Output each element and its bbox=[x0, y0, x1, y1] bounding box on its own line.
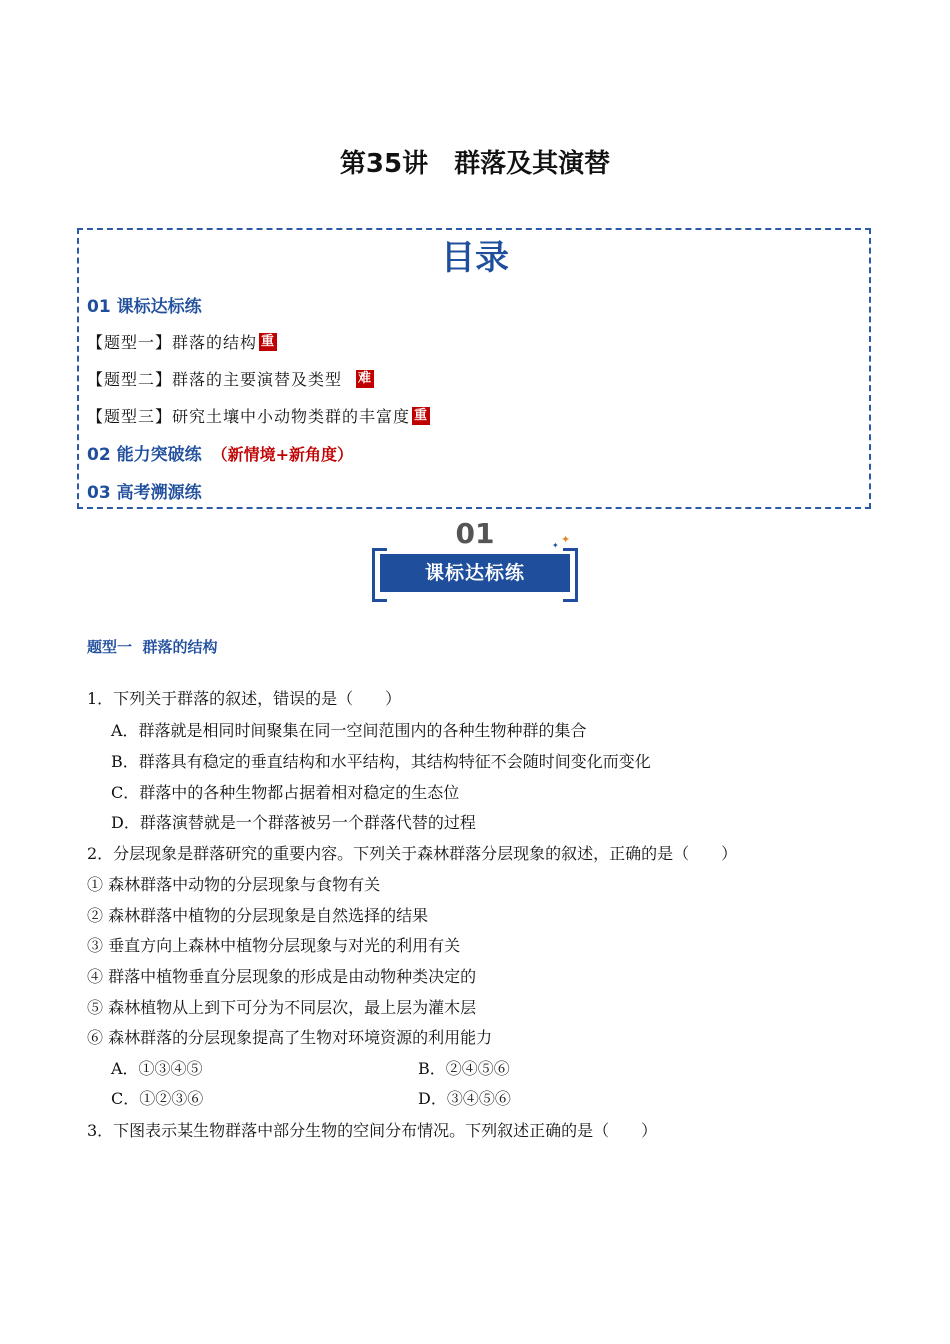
q1-option-d[interactable]: D．群落演替就是一个群落被另一个群落代替的过程 bbox=[111, 813, 476, 832]
page-title: 第35讲 群落及其演替 bbox=[339, 149, 611, 179]
toc-heading: 目录 bbox=[441, 238, 509, 278]
q2-statement-5: ⑤ 森林植物从上到下可分为不同层次，最上层为灌木层 bbox=[87, 998, 477, 1017]
badge-label: 课标达标练 bbox=[380, 554, 570, 592]
q2-option-a[interactable]: A．①③④⑤ bbox=[111, 1059, 203, 1078]
toc-section-2-note: （新情境+新角度） bbox=[211, 445, 353, 464]
q1-option-c[interactable]: C．群落中的各种生物都占据着相对稳定的生态位 bbox=[111, 783, 460, 802]
badge-number: 01 bbox=[455, 517, 495, 550]
toc-item-label: 【题型三】研究土壤中小动物类群的丰富度 bbox=[87, 407, 411, 426]
question-2-stem: 2．分层现象是群落研究的重要内容。下列关于森林群落分层现象的叙述，正确的是（ ） bbox=[87, 844, 738, 863]
key-tag: 重 bbox=[261, 333, 276, 349]
sparkle-icon: ✦ bbox=[552, 541, 559, 550]
toc-item-label: 【题型二】群落的主要演替及类型 bbox=[87, 370, 343, 389]
q2-statement-2: ② 森林群落中植物的分层现象是自然选择的结果 bbox=[87, 906, 429, 925]
toc-section-3[interactable]: 03 高考溯源练 bbox=[87, 483, 202, 503]
toc-item-2[interactable] bbox=[87, 367, 374, 390]
difficult-tag: 难 bbox=[358, 370, 373, 386]
section-badge bbox=[370, 515, 580, 597]
q1-option-b[interactable]: B．群落具有稳定的垂直结构和水平结构，其结构特征不会随时间变化而变化 bbox=[111, 752, 651, 771]
q2-statement-4: ④ 群落中植物垂直分层现象的形成是由动物种类决定的 bbox=[87, 967, 477, 986]
toc-section-2[interactable] bbox=[87, 440, 353, 465]
toc-item-1[interactable] bbox=[87, 330, 277, 353]
section-label: 题型一 群落的结构 bbox=[87, 638, 218, 656]
toc-section-2-label: 02 能力突破练 bbox=[87, 445, 202, 465]
toc-item-3[interactable] bbox=[87, 404, 430, 427]
q1-option-a[interactable]: A．群落就是相同时间聚集在同一空间范围内的各种生物种群的集合 bbox=[111, 721, 587, 740]
q2-option-d[interactable]: D．③④⑤⑥ bbox=[418, 1089, 511, 1108]
toc-section-1[interactable]: 01 课标达标练 bbox=[87, 297, 202, 317]
q2-option-c[interactable]: C．①②③⑥ bbox=[111, 1089, 204, 1108]
q2-option-b[interactable]: B．②④⑤⑥ bbox=[418, 1059, 510, 1078]
q2-statement-3: ③ 垂直方向上森林中植物分层现象与对光的利用有关 bbox=[87, 936, 461, 955]
sparkle-icon: ✦ bbox=[561, 533, 571, 546]
toc-item-label: 【题型一】群落的结构 bbox=[87, 333, 258, 352]
key-tag: 重 bbox=[414, 407, 429, 423]
q2-statement-1: ① 森林群落中动物的分层现象与食物有关 bbox=[87, 875, 381, 894]
q2-statement-6: ⑥ 森林群落的分层现象提高了生物对环境资源的利用能力 bbox=[87, 1028, 493, 1047]
question-1-stem: 1．下列关于群落的叙述，错误的是（ ） bbox=[87, 689, 402, 708]
question-3-stem: 3．下图表示某生物群落中部分生物的空间分布情况。下列叙述正确的是（ ） bbox=[87, 1121, 658, 1140]
